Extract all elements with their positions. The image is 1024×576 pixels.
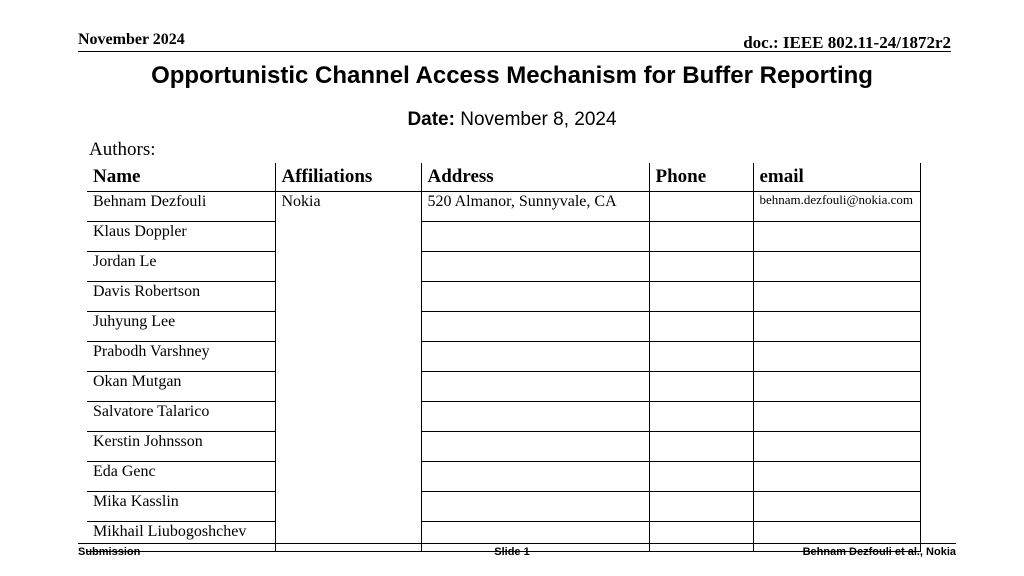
header-date: November 2024 bbox=[78, 31, 185, 48]
author-address bbox=[421, 372, 649, 402]
author-address bbox=[421, 252, 649, 282]
author-address bbox=[421, 462, 649, 492]
author-phone bbox=[649, 192, 753, 222]
author-phone bbox=[649, 252, 753, 282]
author-name: Juhyung Lee bbox=[87, 312, 275, 342]
author-address bbox=[421, 312, 649, 342]
date-label: Date: bbox=[407, 109, 455, 130]
table-row bbox=[87, 312, 920, 342]
table-row bbox=[87, 492, 920, 522]
table-row bbox=[87, 282, 920, 312]
header-doc-id: doc.: IEEE 802.11-24/1872r2 bbox=[743, 33, 951, 52]
author-phone bbox=[649, 492, 753, 522]
author-name: Okan Mutgan bbox=[87, 372, 275, 402]
table-row bbox=[87, 402, 920, 432]
author-email bbox=[753, 312, 920, 342]
column-header-name: Name bbox=[87, 163, 275, 192]
footer-divider bbox=[78, 543, 956, 544]
author-name: Mikhail Liubogoshchev bbox=[87, 522, 275, 552]
slide-title: Opportunistic Channel Access Mechanism for Buffer Reporting bbox=[151, 62, 873, 89]
author-email bbox=[753, 402, 920, 432]
author-email bbox=[753, 462, 920, 492]
date-value: November 8, 2024 bbox=[460, 109, 617, 130]
table-row bbox=[87, 432, 920, 462]
table-header-row bbox=[87, 163, 920, 192]
author-name: Eda Genc bbox=[87, 462, 275, 492]
authors-table bbox=[87, 163, 921, 552]
author-rows bbox=[87, 192, 920, 552]
author-name: Salvatore Talarico bbox=[87, 402, 275, 432]
author-name: Jordan Le bbox=[87, 252, 275, 282]
author-name: Behnam Dezfouli bbox=[87, 192, 275, 222]
author-email bbox=[753, 252, 920, 282]
column-header-phone: Phone bbox=[649, 163, 753, 192]
author-phone bbox=[649, 342, 753, 372]
footer-slide-number: Slide 1 bbox=[494, 546, 530, 558]
table-row bbox=[87, 222, 920, 252]
table-row bbox=[87, 372, 920, 402]
author-phone bbox=[649, 462, 753, 492]
date-line bbox=[0, 109, 1024, 131]
author-email bbox=[753, 432, 920, 462]
header-divider bbox=[78, 51, 951, 52]
author-address bbox=[421, 222, 649, 252]
footer-submission: Submission bbox=[78, 546, 141, 558]
table-row bbox=[87, 342, 920, 372]
author-phone bbox=[649, 372, 753, 402]
author-phone bbox=[649, 312, 753, 342]
column-header-email: email bbox=[753, 163, 920, 192]
author-email bbox=[753, 372, 920, 402]
author-address bbox=[421, 342, 649, 372]
author-email bbox=[753, 342, 920, 372]
table-row bbox=[87, 462, 920, 492]
author-phone bbox=[649, 432, 753, 462]
author-phone bbox=[649, 282, 753, 312]
author-name: Mika Kasslin bbox=[87, 492, 275, 522]
authors-label: Authors: bbox=[89, 139, 156, 160]
author-address bbox=[421, 282, 649, 312]
author-email bbox=[753, 282, 920, 312]
author-name: Kerstin Johnsson bbox=[87, 432, 275, 462]
author-affiliation: Nokia bbox=[275, 192, 421, 552]
table-row bbox=[87, 192, 920, 222]
author-name: Prabodh Varshney bbox=[87, 342, 275, 372]
author-phone bbox=[649, 402, 753, 432]
column-header-address: Address bbox=[421, 163, 649, 192]
author-email: behnam.dezfouli@nokia.com bbox=[753, 192, 920, 222]
column-header-affiliations: Affiliations bbox=[275, 163, 421, 192]
footer-author: Behnam Dezfouli et al., Nokia bbox=[802, 546, 956, 558]
author-email bbox=[753, 222, 920, 252]
author-name: Klaus Doppler bbox=[87, 222, 275, 252]
author-address: 520 Almanor, Sunnyvale, CA bbox=[421, 192, 649, 222]
author-address bbox=[421, 492, 649, 522]
author-address bbox=[421, 432, 649, 462]
author-address bbox=[421, 402, 649, 432]
table-row bbox=[87, 252, 920, 282]
author-email bbox=[753, 492, 920, 522]
author-phone bbox=[649, 222, 753, 252]
author-name: Davis Robertson bbox=[87, 282, 275, 312]
